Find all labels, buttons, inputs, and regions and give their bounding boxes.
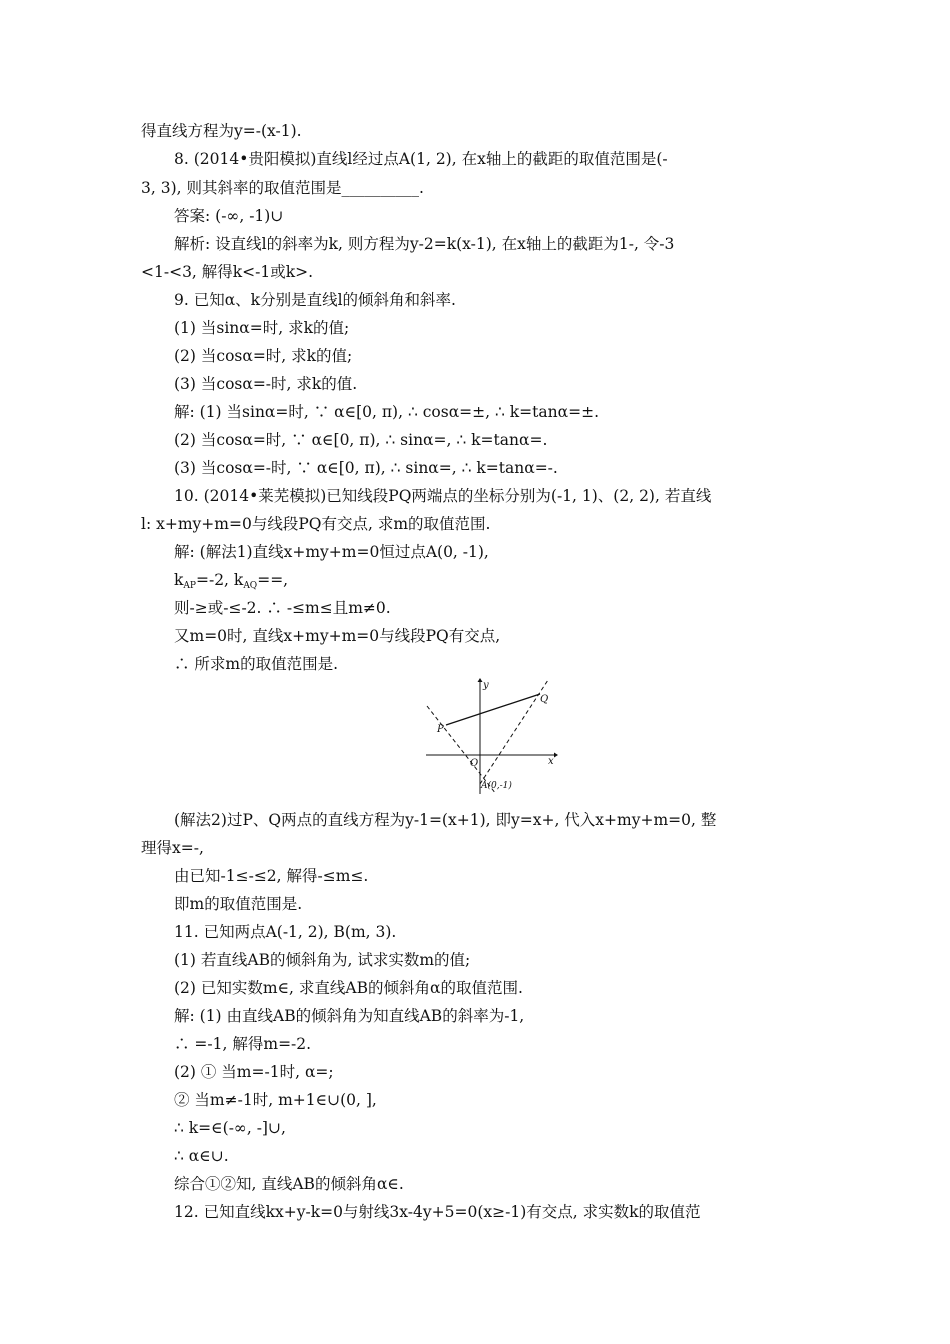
segment-pq: [446, 694, 540, 725]
text-line: (1) 当sinα=时, 求k的值;: [174, 319, 350, 337]
x-axis-arrow: [554, 753, 558, 758]
solution-11: 解: (1) 由直线AB的倾斜角为知直线AB的斜率为-1,: [174, 1007, 525, 1025]
answer-8: 答案: (-∞, -1)∪: [174, 207, 284, 225]
problem-10: 10. (2014•莱芜模拟)已知线段PQ两端点的坐标分别为(-1, 1)、(2, 2), 若直线: [174, 487, 712, 505]
text-line: (3) 当cosα=-时, 求k的值.: [174, 375, 358, 393]
text-line: (2) ① 当m=-1时, α=;: [174, 1063, 334, 1081]
coordinate-figure: [424, 676, 558, 796]
text-line: <1-<3, 解得k<-1或k>.: [141, 263, 314, 281]
text-line: ∴ α∈∪.: [174, 1147, 229, 1165]
text-line: 综合①②知, 直线AB的倾斜角α∈.: [174, 1175, 404, 1193]
text-line: 则-≥或-≤-2. ∴ -≤m≤且m≠0.: [174, 599, 391, 617]
figure-svg: [424, 676, 558, 796]
text-line: 又m=0时, 直线x+my+m=0与线段PQ有交点,: [174, 627, 501, 645]
text-line: (2) 已知实数m∈, 求直线AB的倾斜角α的取值范围.: [174, 979, 523, 997]
text-line: 即m的取值范围是.: [174, 895, 303, 913]
method-2: (解法2)过P、Q两点的直线方程为y-1=(x+1), 即y=x+, 代入x+my+m=0, 整: [174, 811, 717, 829]
text-line: ∴ =-1, 解得m=-2.: [174, 1035, 312, 1053]
point-q-label: Q: [540, 694, 549, 705]
text-line: 理得x=-,: [141, 839, 204, 857]
text-line: ∴ k=∈(-∞, -]∪,: [174, 1119, 286, 1137]
y-axis-label: y: [483, 680, 489, 691]
line-aq: [480, 680, 548, 784]
text-line: (2) 当cosα=时, 求k的值;: [174, 347, 353, 365]
analysis-8: 解析: 设直线l的斜率为k, 则方程为y-2=k(x-1), 在x轴上的截距为1-, 令-3: [174, 235, 675, 253]
y-axis-arrow: [478, 678, 483, 682]
text-line: (3) 当cosα=-时, ∵ α∈[0, π), ∴ sinα=, ∴ k=tanα=-.: [174, 459, 558, 477]
problem-12: 12. 已知直线kx+y-k=0与射线3x-4y+5=0(x≥-1)有交点, 求实数k的取值范: [174, 1203, 701, 1221]
point-p-label: P: [437, 724, 444, 735]
origin-label: O: [470, 758, 479, 769]
text-line: 3, 3), 则其斜率的取值范围是__________.: [141, 179, 424, 197]
x-axis-label: x: [548, 756, 554, 767]
text-line: (2) 当cosα=时, ∵ α∈[0, π), ∴ sinα=, ∴ k=tanα=.: [174, 431, 548, 449]
text-line: (1) 若直线AB的倾斜角为, 试求实数m的值;: [174, 951, 471, 969]
solution-9: 解: (1) 当sinα=时, ∵ α∈[0, π), ∴ cosα=±, ∴ k=tanα=±.: [174, 403, 599, 421]
point-a-label: A(0,-1): [481, 781, 512, 791]
text-line: l: x+my+m=0与线段PQ有交点, 求m的取值范围.: [141, 515, 491, 533]
problem-11: 11. 已知两点A(-1, 2), B(m, 3).: [174, 923, 397, 941]
problem-9: 9. 已知α、k分别是直线l的倾斜角和斜率.: [174, 291, 456, 309]
text-line: 由已知-1≤-≤2, 解得-≤m≤.: [174, 867, 369, 885]
text-line: 得直线方程为y=-(x-1).: [141, 122, 302, 140]
slope-line: $k_{AP}=-2$, $k_{AQ}==$,: [174, 571, 289, 591]
text-line: ② 当m≠-1时, m+1∈∪(0, ],: [174, 1091, 377, 1109]
text-line: ∴ 所求m的取值范围是.: [174, 655, 339, 673]
solution-10: 解: (解法1)直线x+my+m=0恒过点A(0, -1),: [174, 543, 489, 561]
problem-8: 8. (2014•贵阳模拟)直线l经过点A(1, 2), 在x轴上的截距的取值范围是(-: [174, 150, 668, 168]
